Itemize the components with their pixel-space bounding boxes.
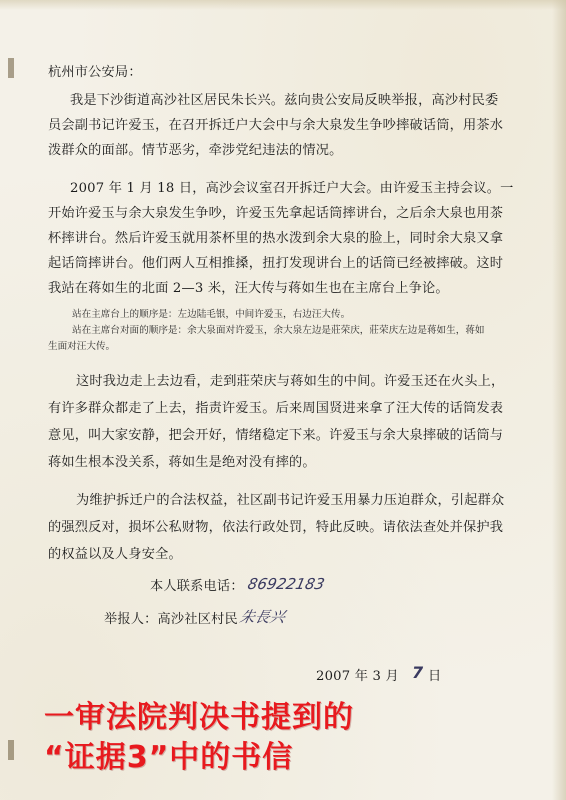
contact-phone-handwritten: 86922183 — [246, 575, 327, 593]
paragraph-line: 2007 年 1 月 18 日，高沙会议室召开拆迁户大会。由许爱玉主持会议。一 — [70, 181, 514, 196]
note-line: 站在主席台上的顺序是：左边陆毛银，中间许爱玉，右边汪大传。 — [72, 309, 351, 320]
date-suffix: 日 — [428, 669, 442, 684]
binding-mark — [8, 740, 14, 760]
reporter-signature: 朱長兴 — [237, 608, 287, 626]
caption-overlay-line1: 一审法院判决书提到的 — [44, 700, 354, 735]
paragraph-line: 我站在蒋如生的北面 2—3 米，汪大传与蒋如生也在主席台上争论。 — [48, 281, 449, 296]
paragraph-line: 的强烈反对，损坏公私财物，依法行政处罚，特此反映。请依法查处并保护我 — [48, 520, 504, 535]
paragraph-line: 泼群众的面部。情节恶劣，牵涉党纪违法的情况。 — [48, 143, 343, 158]
paragraph-line: 开始许爱玉与余大泉发生争吵，许爱玉先拿起话筒摔讲台，之后余大泉也用茶 — [48, 206, 504, 221]
page-top-shadow — [0, 0, 566, 10]
date-day-handwritten: 7 — [412, 663, 424, 682]
caption-overlay-line2: “证据3”中的书信 — [44, 740, 294, 775]
binding-mark — [8, 58, 14, 78]
paragraph-line: 蒋如生根本没关系，蒋如生是绝对没有摔的。 — [48, 455, 316, 470]
paragraph-line: 员会副书记许爱玉，在召开拆迁户大会中与余大泉发生争吵摔破话筒，用茶水 — [48, 118, 504, 133]
note-line: 生面对汪大传。 — [48, 341, 116, 352]
paragraph-line: 起话筒摔讲台。他们两人互相推搡，扭打发现讲台上的话筒已经被摔破。这时 — [48, 256, 504, 271]
note-line: 站在主席台对面的顺序是：余大泉面对许爱玉，余大泉左边是莊荣庆，莊荣庆左边是蒋如生，蒋如 — [72, 325, 485, 336]
paragraph-line: 这时我边走上去边看，走到莊荣庆与蒋如生的中间。许爱玉还在火头上， — [76, 374, 505, 389]
paragraph-line: 有许多群众都走了上去，指责许爱玉。后来周国贤进来拿了汪大传的话筒发表 — [48, 401, 504, 416]
reporter-label: 举报人：高沙社区村民 — [104, 612, 238, 627]
paragraph-line: 的权益以及人身安全。 — [48, 547, 182, 562]
date-prefix: 2007 年 3 月 — [316, 669, 399, 684]
salutation: 杭州市公安局： — [48, 65, 142, 80]
paragraph-line: 我是下沙街道高沙社区居民朱长兴。兹向贵公安局反映举报，高沙村民委 — [70, 93, 499, 108]
paragraph-line: 为维护拆迁户的合法权益，社区副书记许爱玉用暴力压迫群众，引起群众 — [76, 493, 505, 508]
paragraph-line: 杯摔讲台。然后许爱玉就用茶杯里的热水泼到余大泉的脸上，同时余大泉又拿 — [48, 231, 504, 246]
contact-label: 本人联系电话： — [150, 579, 244, 594]
page-edge-shadow — [552, 0, 566, 800]
paragraph-line: 意见，叫大家安静，把会开好，情绪稳定下来。许爱玉与余大泉摔破的话筒与 — [48, 428, 504, 443]
